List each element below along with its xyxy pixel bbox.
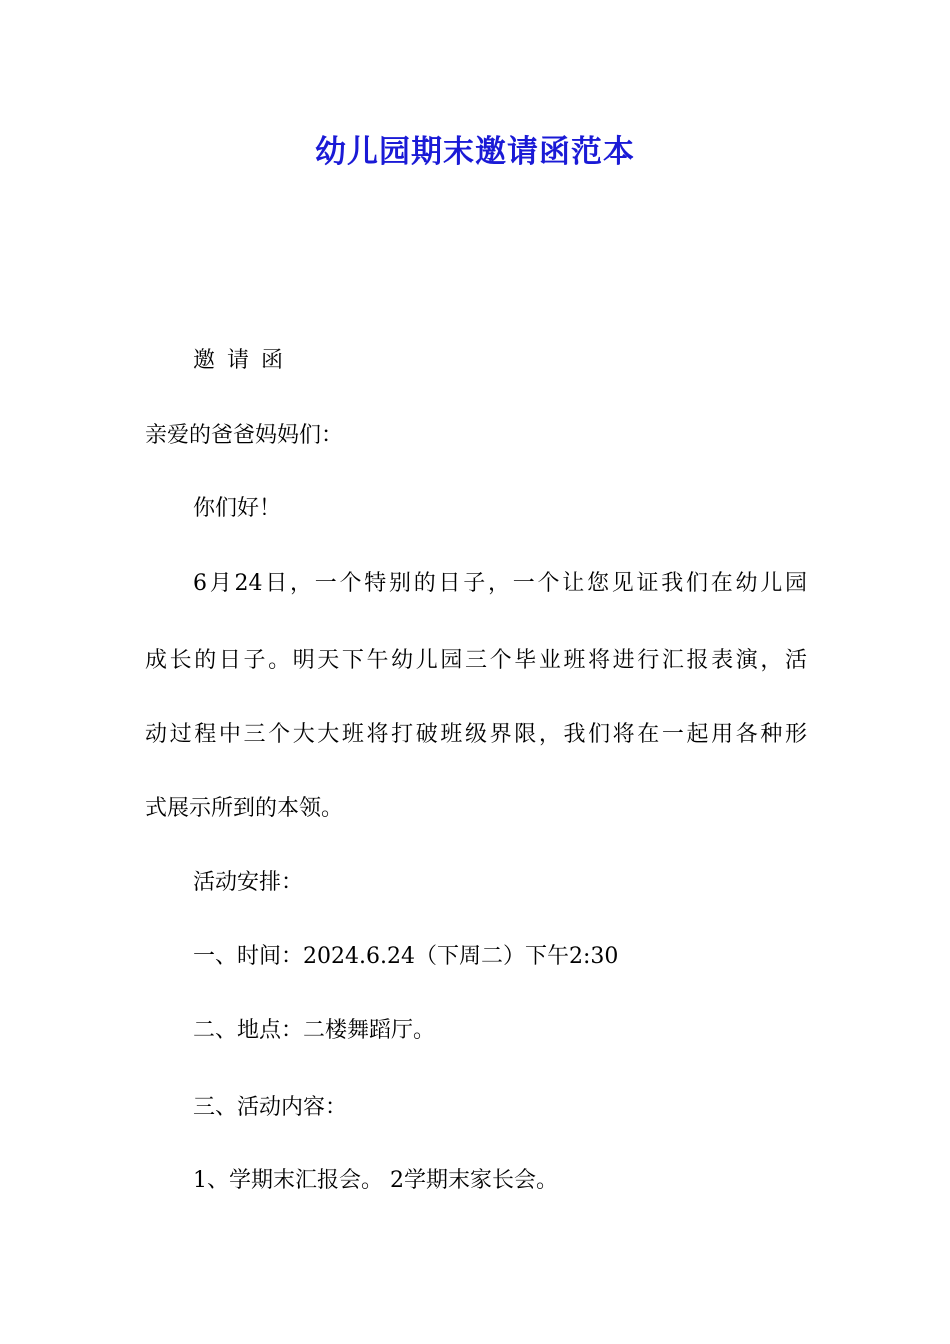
document-title: 幼儿园期末邀请函范本 xyxy=(315,134,635,170)
intro-line: 成长的日子。明天下午幼儿园三个毕业班将进行汇报表演，活 xyxy=(145,648,807,673)
invitation-heading: 邀请函 xyxy=(193,348,296,373)
arrangement-item: 1、学期末汇报会。 2学期末家长会。 xyxy=(193,1168,558,1193)
arrangement-item: 一、时间：2024.6.24（下周二）下午2:30 xyxy=(193,944,619,969)
greeting: 你们好！ xyxy=(193,496,282,521)
intro-line: 6月24日，一个特别的日子，一个让您见证我们在幼儿园 xyxy=(193,571,807,596)
arrangement-label: 活动安排： xyxy=(193,870,304,895)
arrangement-item: 二、地点：二楼舞蹈厅。 xyxy=(193,1018,436,1043)
arrangement-item: 三、活动内容： xyxy=(193,1095,348,1120)
salutation: 亲爱的爸爸妈妈们： xyxy=(145,423,344,448)
intro-line: 式展示所到的本领。 xyxy=(145,796,344,821)
intro-line: 动过程中三个大大班将打破班级界限，我们将在一起用各种形 xyxy=(145,722,807,747)
